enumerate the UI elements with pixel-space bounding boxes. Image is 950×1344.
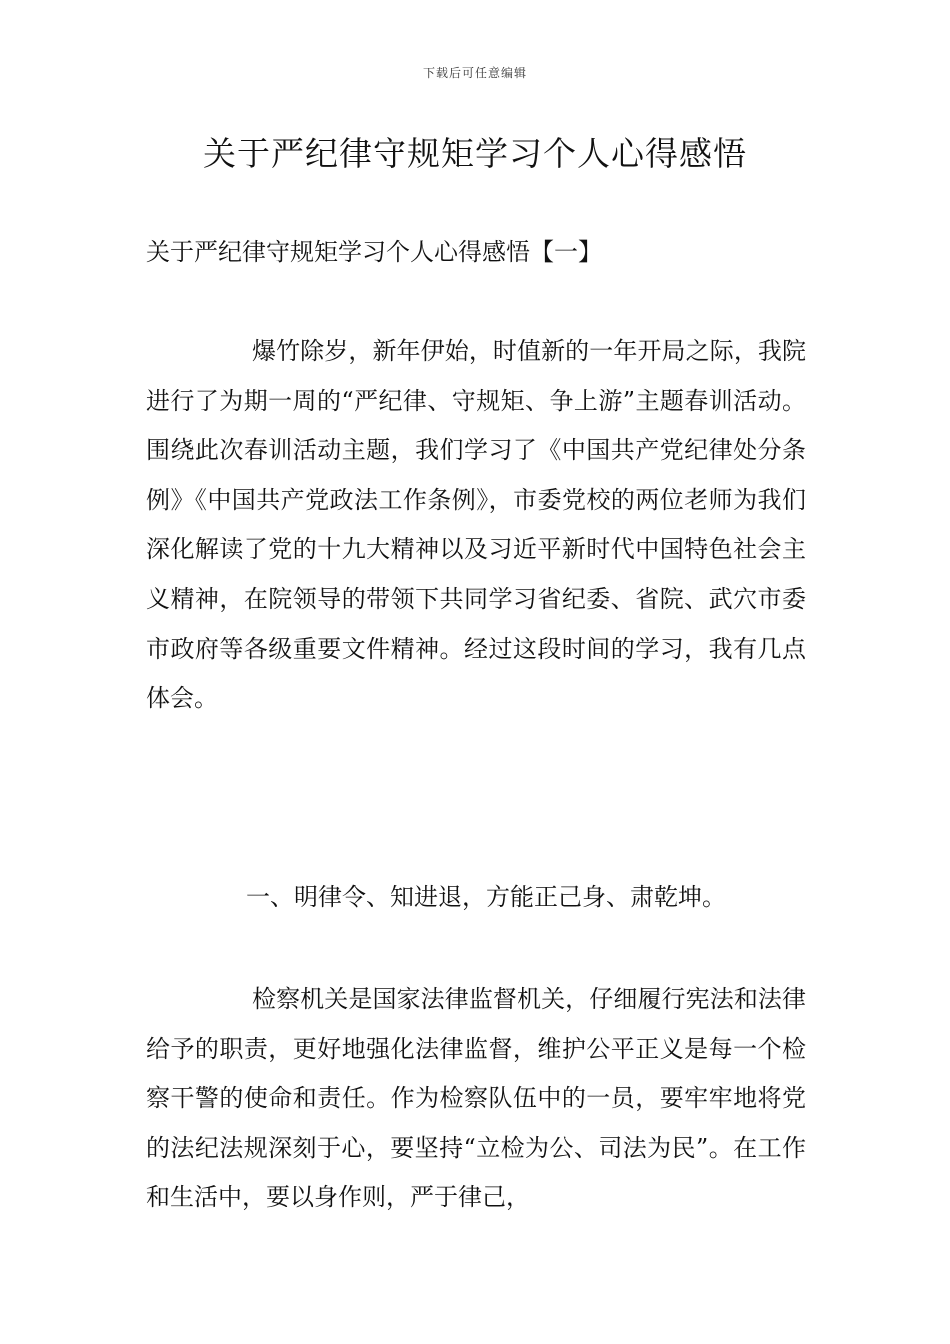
header-note: 下载后可任意编辑 xyxy=(422,66,527,80)
section-subtitle: 关于严纪律守规矩学习个人心得感悟【一】 xyxy=(146,238,602,266)
section-heading: 一、明律令、知进退，方能正己身、肃乾坤。 xyxy=(246,883,726,911)
body-paragraph: 爆竹除岁，新年伊始，时值新的一年开局之际，我院进行了为期一周的“严纪律、守规矩、争上游”主题春训活动。围绕此次春训活动主题，我们学习了《中国共产党纪律处分条例》《中国共产党政法工作条例》，市委党校的两位老师为我们深化解读了党的十九大精神以及习近平新时代中国特色社会主义精神，在院领导的带领下共同学习省纪委、省院、武穴市委市政府等各级重要文件精神。经过这段时间的学习，我有几点体会。 xyxy=(146,337,806,713)
body-paragraph: 检察机关是国家法律监督机关，仔细履行宪法和法律给予的职责，更好地强化法律监督，维护公平正义是每一个检察干警的使命和责任。作为检察队伍中的一员，要牢牢地将党的法纪法规深刻于心，要坚持“立检为公、司法为民”。在工作和生活中，要以身作则，严于律己， xyxy=(146,985,806,1212)
document-title: 关于严纪律守规矩学习个人心得感悟 xyxy=(203,134,747,173)
